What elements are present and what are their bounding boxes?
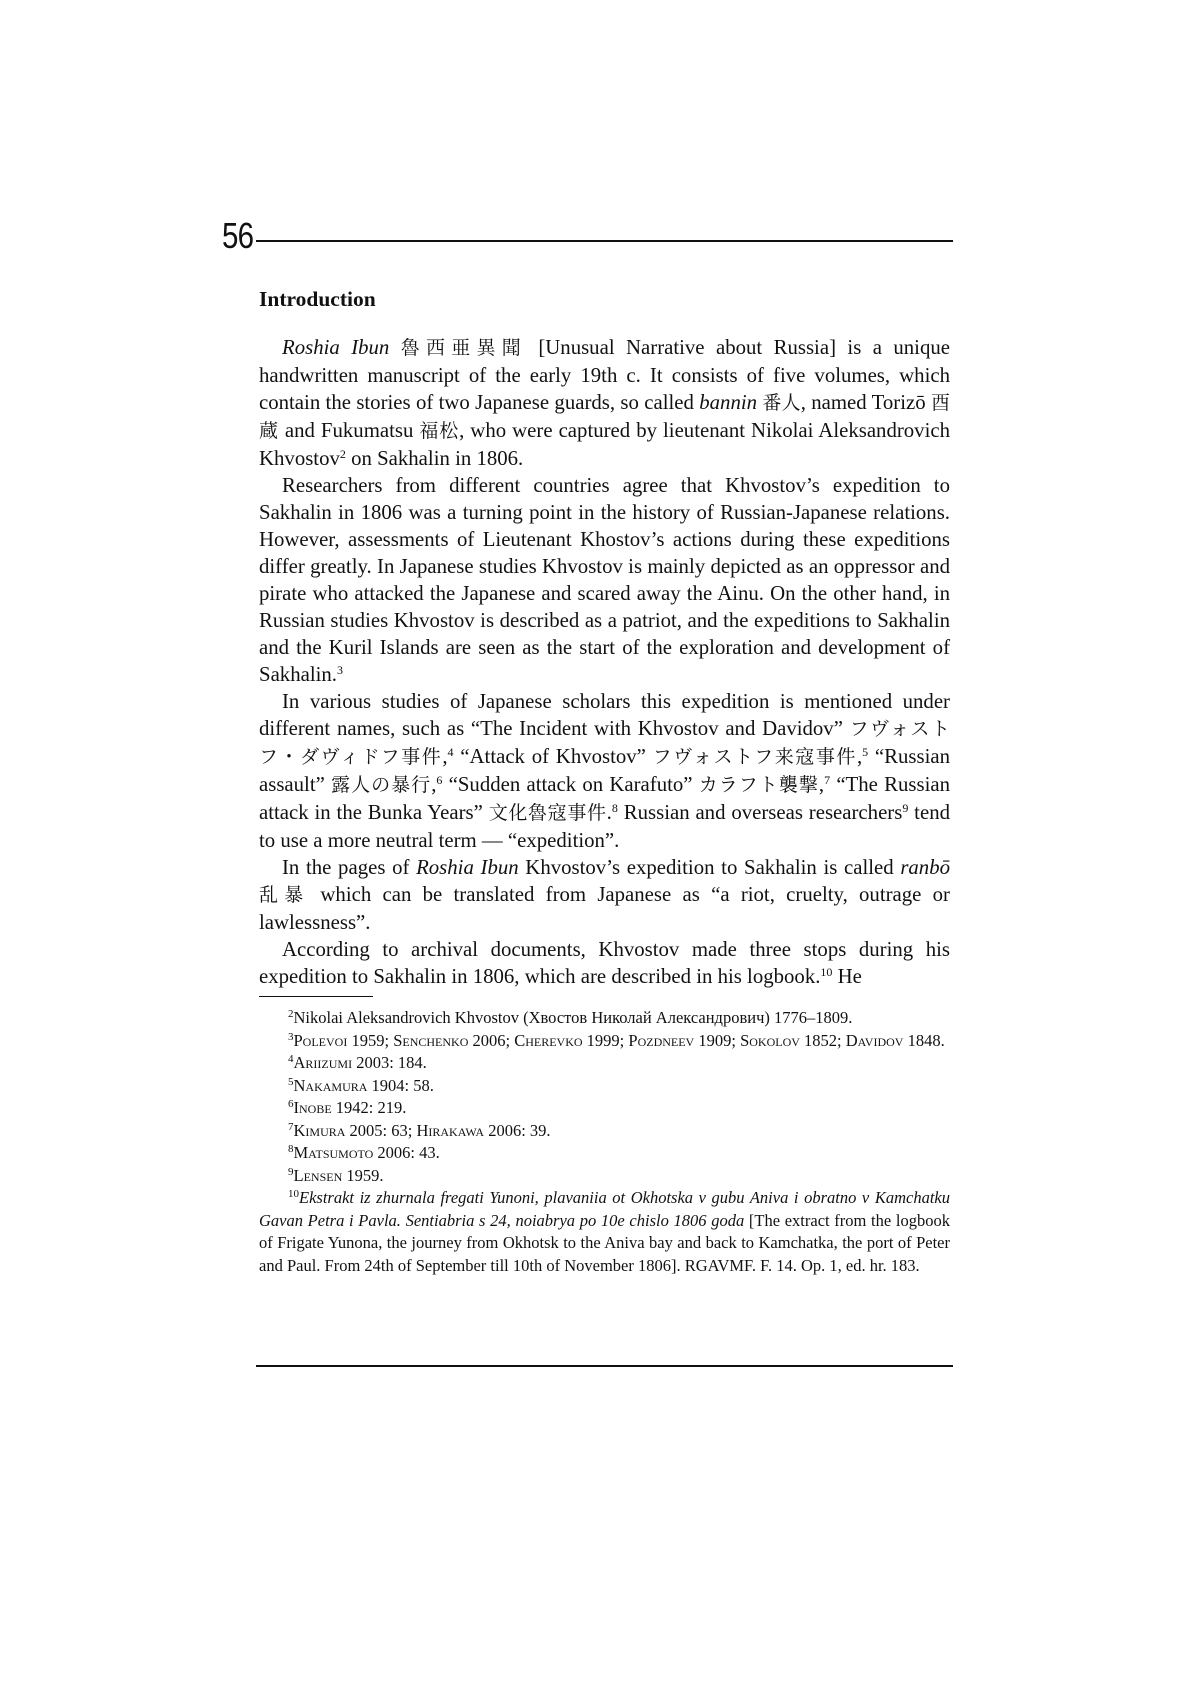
footnote-number: 10 xyxy=(288,1188,299,1200)
citation-detail: 2006: 43. xyxy=(373,1143,440,1162)
citation-detail: 1959. xyxy=(342,1165,384,1185)
japanese-text: フヴォストフ・ダヴィドフ事件 xyxy=(259,718,950,768)
author-name: Lensen xyxy=(293,1165,343,1185)
footnote-9 xyxy=(259,1165,950,1188)
footnote-text: Nikolai Aleksandrovich Khvostov (Хвостов Николай Александрович) 1776–1809. xyxy=(293,1008,853,1027)
footnote-5 xyxy=(259,1075,950,1098)
citation-detail: 2003: 184. xyxy=(352,1053,427,1072)
text-run: , xyxy=(818,773,825,796)
text-run: [Unusual Narrative about Russia] is a unique handwritten manuscript of the early 19th c. It consists of five volumes, which contain the stories of two Japanese guards, so called xyxy=(259,336,950,414)
text-run: , who were captured by lieutenant Nikolai Aleksandrovich Khvostov xyxy=(259,419,950,470)
footnote-2 xyxy=(259,1007,950,1030)
text-run: In various studies of Japanese scholars this expedition is mentioned under different names, such as “The Incident with Khvostov and Davidov” xyxy=(259,690,950,740)
footnote-ref[interactable]: 6 xyxy=(436,773,443,787)
author-name: Matsumoto xyxy=(293,1143,374,1162)
italic-term: bannin xyxy=(699,391,758,414)
author-name: Nakamura xyxy=(293,1075,368,1095)
header-rule xyxy=(256,240,953,242)
text-run: “Sudden attack on Karafuto” xyxy=(442,773,699,796)
footnote-ref[interactable]: 10 xyxy=(820,965,833,979)
japanese-text: 福松 xyxy=(419,420,460,442)
japanese-text: 露人の暴行 xyxy=(331,774,432,796)
page-content xyxy=(259,284,950,1277)
citation-detail: [The extract from the logbook of Frigate Yunona, the journey from Okhotsk to the Aniva bay and back to Kamchatka, the port of Peter and Paul. From 24th of September till 10th of November 1806]. RGAVMF. F. 14. Op. 1, ed. hr. 183. xyxy=(259,1210,950,1275)
footnote-number: 4 xyxy=(288,1053,294,1065)
footnote-4 xyxy=(259,1052,950,1075)
text-run: He xyxy=(832,965,862,988)
japanese-text: 酉蔵 xyxy=(259,392,950,442)
footnote-number: 3 xyxy=(288,1030,294,1043)
footnote-number: 8 xyxy=(288,1143,294,1155)
paragraph-5 xyxy=(259,936,950,990)
citation-detail: 2005: 63; xyxy=(345,1120,417,1140)
citation-detail: 2006; xyxy=(468,1030,515,1050)
footnotes xyxy=(259,1007,950,1277)
text-run: Russian and overseas researchers xyxy=(617,801,903,824)
author-name: Pozdneev xyxy=(628,1030,695,1050)
text-run: , xyxy=(431,773,437,796)
text-run: In the pages of xyxy=(282,856,417,879)
japanese-text: カラフト襲撃 xyxy=(698,774,819,796)
text-run: on Sakhalin in 1806. xyxy=(345,447,524,470)
author-name: Davidov xyxy=(845,1030,904,1050)
text-run: tend to use a more neutral term — “expedition”. xyxy=(259,801,950,852)
paragraph-1 xyxy=(259,334,950,472)
footnote-number: 9 xyxy=(288,1165,294,1178)
footnote-ref[interactable]: 4 xyxy=(447,745,454,759)
footnote-ref[interactable]: 8 xyxy=(611,801,618,815)
footnote-number: 5 xyxy=(288,1075,294,1088)
italic-title: Roshia Ibun xyxy=(282,336,390,359)
japanese-text: 魯西亜異聞 xyxy=(400,337,527,359)
text-run: , xyxy=(856,745,863,768)
archival-title: Ekstrakt iz zhurnala fregati Yunoni, plavaniia ot Okhotska v gubu Aniva i obratno v Kamchatku Gavan Petra i Pavla. Sentiabria s 24, noiabrya po 10e chislo 1806 goda xyxy=(259,1188,950,1230)
author-name: Ariizumi xyxy=(293,1053,353,1072)
page-number: 56 xyxy=(222,215,254,256)
italic-term: ranbō xyxy=(900,856,950,879)
citation-detail: 1999; xyxy=(582,1030,629,1050)
footnote-10 xyxy=(259,1187,950,1277)
japanese-text: 乱暴 xyxy=(259,884,310,906)
text-run: which can be translated from Japanese as “a riot, cruelty, outrage or lawlessness”. xyxy=(259,883,950,934)
text-run: According to archival documents, Khvostov made three stops during his expedition to Sakhalin in 1806, which are described in his logbook. xyxy=(259,938,950,988)
footnote-8 xyxy=(259,1142,950,1165)
italic-title: Roshia Ibun xyxy=(416,856,519,879)
text-run: , named Torizō xyxy=(800,391,931,414)
japanese-text: 文化魯寇事件 xyxy=(488,802,607,824)
citation-detail: 1848. xyxy=(903,1030,945,1050)
footnote-ref[interactable]: 7 xyxy=(824,773,831,787)
bottom-rule xyxy=(256,1365,953,1367)
author-name: Kimura xyxy=(293,1120,346,1140)
footnote-separator xyxy=(259,996,373,997)
author-name: Sokolov xyxy=(740,1030,800,1050)
footnote-ref[interactable]: 3 xyxy=(336,663,343,677)
section-heading: Introduction xyxy=(259,287,376,311)
footnote-number: 6 xyxy=(288,1098,294,1110)
text-run: and Fukumatsu xyxy=(278,419,420,442)
author-name: Cherevko xyxy=(514,1030,583,1050)
japanese-text: 番人 xyxy=(762,392,801,414)
footnote-ref[interactable]: 5 xyxy=(862,745,869,759)
citation-detail: 1959; xyxy=(347,1030,394,1050)
author-name: Polevoi xyxy=(293,1030,348,1050)
citation-detail: 2006: 39. xyxy=(484,1120,551,1140)
footnote-number: 7 xyxy=(288,1120,294,1133)
citation-detail: 1942: 219. xyxy=(331,1098,407,1117)
footnote-6 xyxy=(259,1097,950,1120)
author-name: Inobe xyxy=(293,1098,332,1117)
text-run: “Russian assault” xyxy=(259,745,950,796)
footnote-ref[interactable]: 9 xyxy=(902,801,909,815)
japanese-text: フヴォストフ来寇事件 xyxy=(652,746,857,768)
author-name: Hirakawa xyxy=(416,1120,485,1140)
text-run: . xyxy=(606,801,612,824)
paragraph-3 xyxy=(259,688,950,854)
author-name: Senchenko xyxy=(393,1030,469,1050)
footnote-ref[interactable]: 2 xyxy=(339,447,346,461)
text-run: , xyxy=(442,745,448,768)
footnote-3 xyxy=(259,1030,950,1053)
paragraph-4 xyxy=(259,854,950,936)
footnote-number: 2 xyxy=(288,1008,294,1020)
footnote-7 xyxy=(259,1120,950,1143)
text-run: “The Russian attack in the Bunka Years” xyxy=(259,773,950,824)
text-run: Researchers from different countries agree that Khvostov’s expedition to Sakhalin in 1806 was a turning point in the history of Russian-Japanese relations. However, assessments of Lieutenant Khostov’s actions during these expeditions differ greatly. In Japanese studies Khvostov is mainly depicted as an oppressor and pirate who attacked the Japanese and scared away the Ainu. On the other hand, in Russian studies Khvostov is described as a patriot, and the expeditions to Sakhalin and the Kuril Islands are seen as the start of the exploration and development of Sakhalin. xyxy=(259,474,950,686)
text-run: “Attack of Khvostov” xyxy=(453,745,653,768)
citation-detail: 1904: 58. xyxy=(367,1075,434,1095)
paragraph-2 xyxy=(259,472,950,688)
citation-detail: 1909; xyxy=(694,1030,741,1050)
citation-detail: 1852; xyxy=(799,1030,846,1050)
text-run: Khvostov’s expedition to Sakhalin is called xyxy=(518,856,901,879)
